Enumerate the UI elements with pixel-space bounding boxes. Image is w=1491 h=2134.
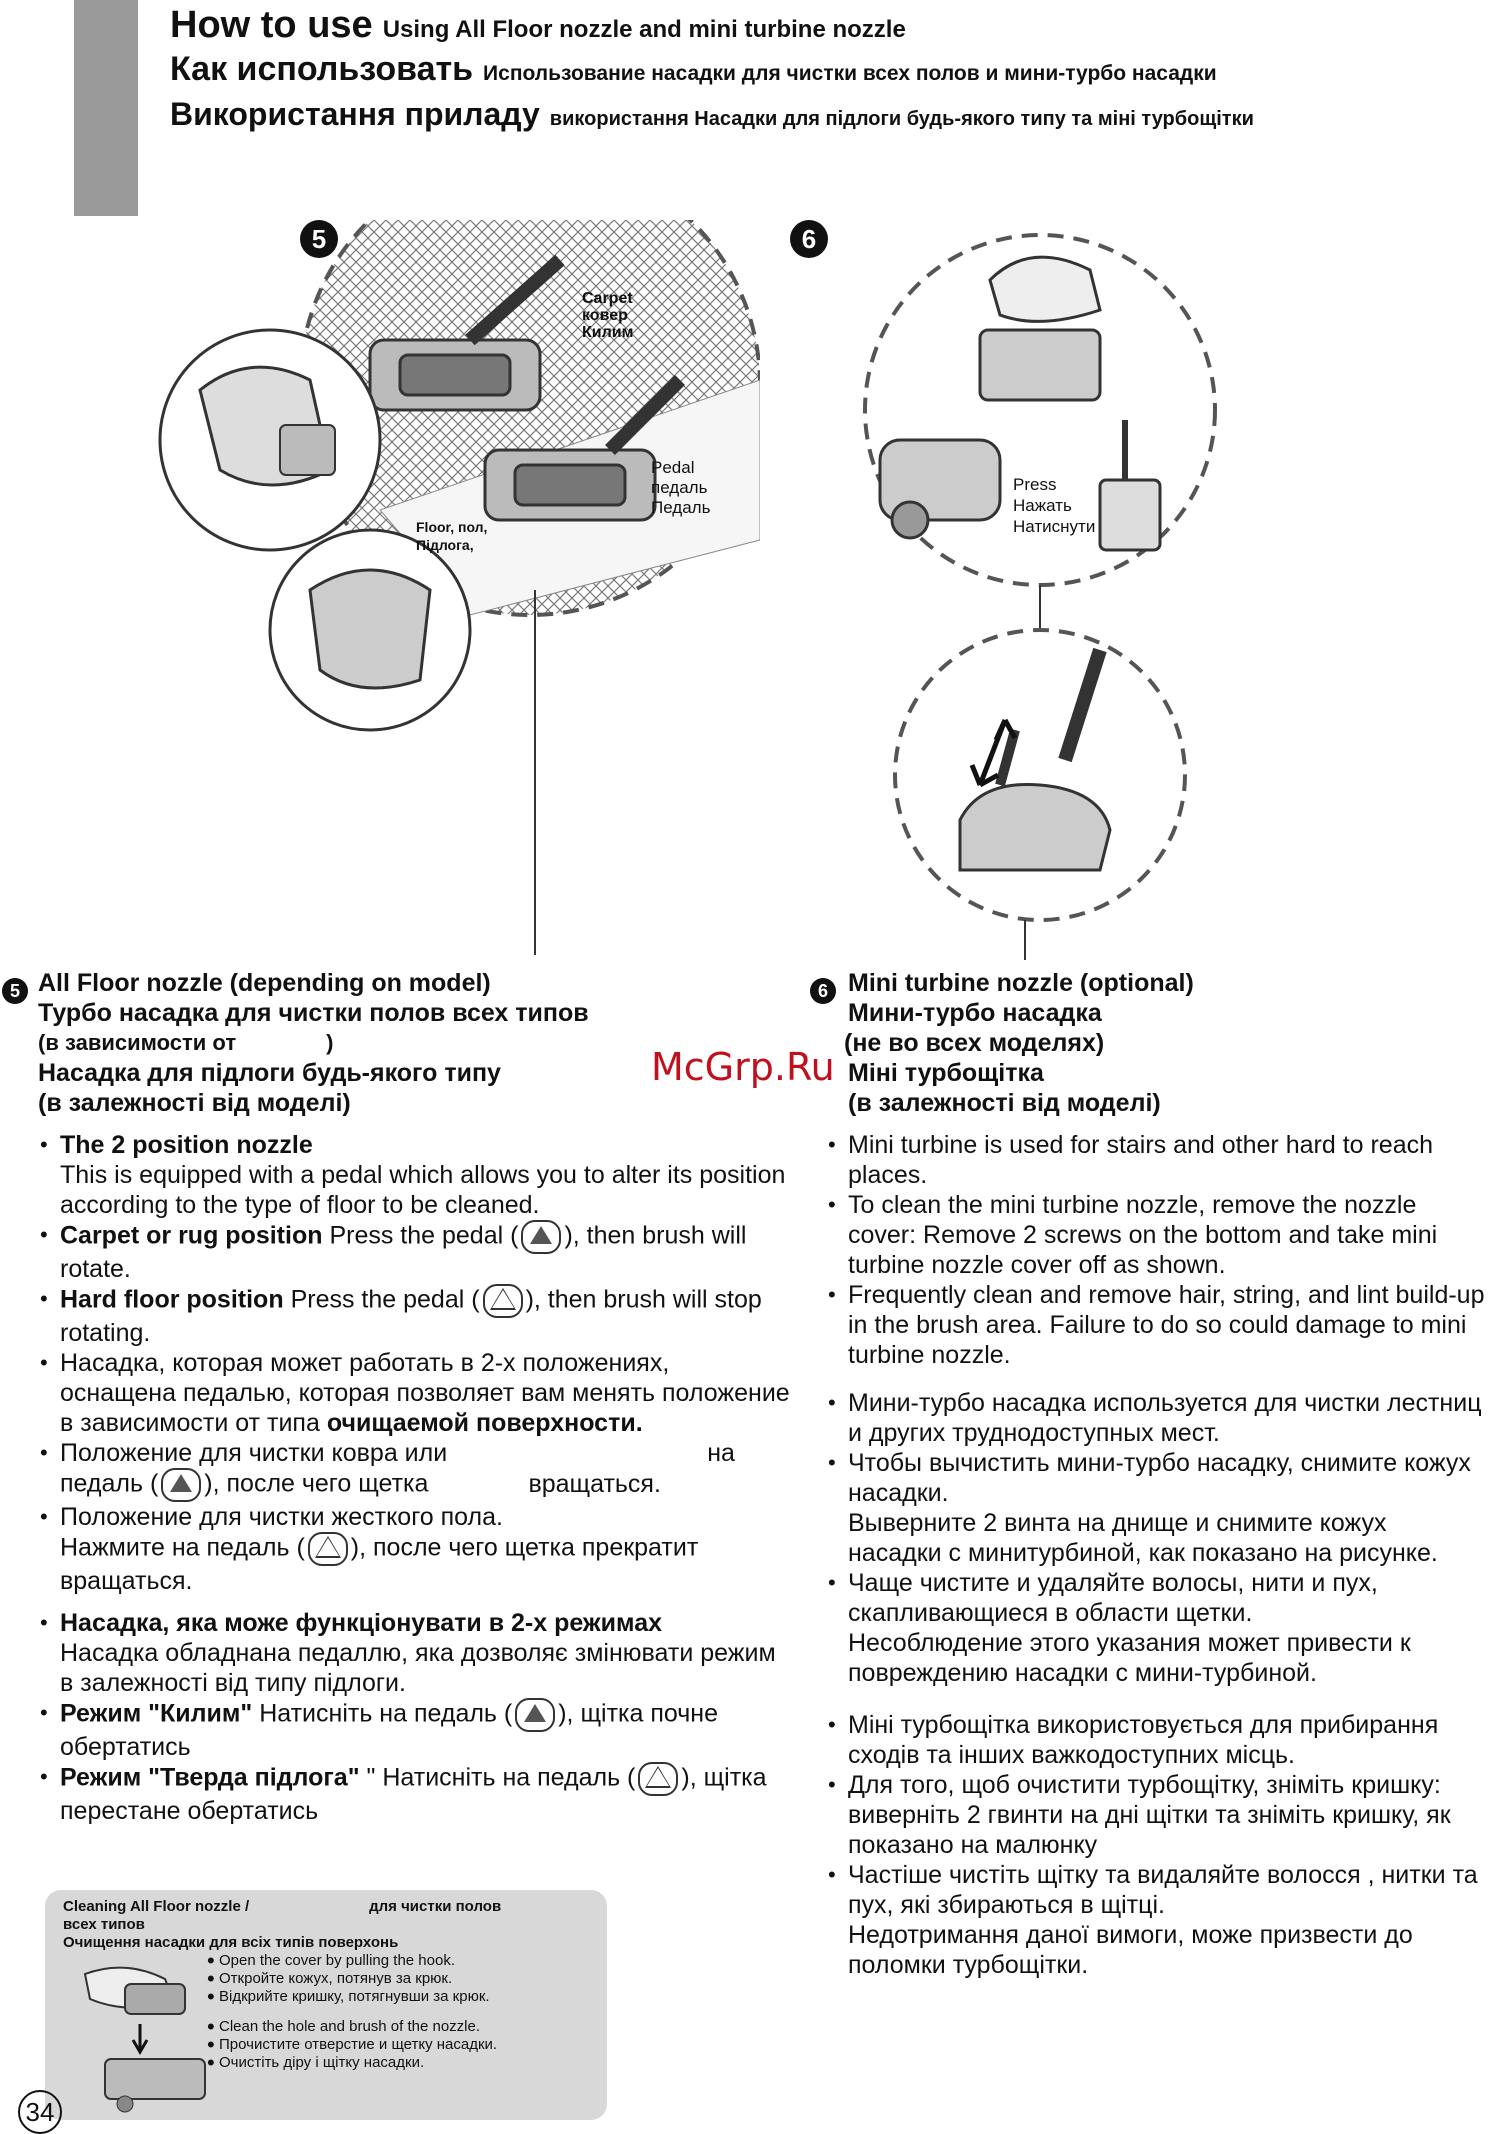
list-item: • The 2 position nozzle This is equipped with a pedal which allows you to alter its position according to the type of floor to be cleaned. (38, 1130, 790, 1220)
page-number: 34 (18, 2090, 62, 2134)
list-item: • Міні турбощітка використовується для прибирання сходів та інших важкодоступних місць. (826, 1710, 1486, 1770)
right-section-badge: 6 (810, 978, 836, 1004)
step-6-badge: 6 (790, 220, 828, 258)
list-item: • Frequently clean and remove hair, string, and lint build-up in the brush area. Failure to do so could damage to mini turbine nozzle. (826, 1280, 1486, 1370)
list-item: • Насадка, которая может работать в 2-х положениях, оснащена педалью, которая позволяет вам менять положение в зависимости от типа очищаемой поверхности. (38, 1348, 790, 1438)
watermark: McGrp.Ru (651, 1045, 835, 1089)
list-item: • Hard floor position Press the pedal ( ), then brush will stop rotating. (38, 1284, 790, 1348)
right-heading-en: Mini turbine nozzle (optional) (848, 969, 1194, 997)
press-label: Press Нажать Натиснути (1013, 475, 1096, 536)
list-item: • To clean the mini turbine nozzle, remove the nozzle cover: Remove 2 screws on the bottom and take mini turbine nozzle cover off as shown. (826, 1190, 1486, 1280)
right-heading-uk2: (в залежності від моделі) (848, 1089, 1161, 1117)
pedal-label: Pedal педаль Педаль (651, 458, 711, 517)
floor-label: Floor, пол, Підлога, (416, 519, 488, 553)
right-heading-ru2: (не во всех моделях) (844, 1029, 1105, 1057)
right-heading-uk: Міні турбощітка (848, 1059, 1044, 1087)
pedal-carpet-icon (515, 1698, 555, 1732)
cleaning-box-title: Cleaning All Floor nozzle / для чистки полов всех типов Очищення насадки для всіх типів поверхонь (63, 1898, 502, 1951)
list-item: • Чтобы вычистить мини-турбо насадку, снимите кожух насадки. Выверните 2 винта на днище и снимите кожух насадки с минитурбиной, как показано на рисунке. (826, 1448, 1486, 1568)
list-item: • Положение для чистки жесткого пола. Нажмите на педаль ( ), после чего щетка прекратит вращаться. (38, 1502, 790, 1596)
list-item: • Чаще чистите и удаляйте волосы, нити и пух, скапливающиеся в области щетки. Несоблюдение этого указания может привести к повреждению насадки с мини-турбиной. (826, 1568, 1486, 1688)
left-section-badge: 5 (2, 978, 28, 1004)
list-item: • Насадка, яка може функціонувати в 2-х режимах Насадка обладнана педаллю, яка дозволяє змінювати режим в залежності від типу підлоги. (38, 1608, 790, 1698)
title-en: How to use Using All Floor nozzle and mini turbine nozzle (170, 4, 906, 46)
carpet-label: Carpet ковер Килим (582, 290, 634, 341)
right-heading-ru: Мини-турбо насадка (848, 999, 1102, 1027)
left-column (38, 968, 790, 1826)
title-ru: Как использовать Использование насадки для чистки всех полов и мини-турбо насадки (170, 50, 1217, 88)
left-heading-ru: Турбо насадка для чистки полов всех типов (38, 999, 589, 1027)
left-heading-uk: Насадка для підлоги будь-якого типу (38, 1059, 501, 1087)
pedal-floor-icon (483, 1284, 523, 1318)
list-item: • Положение для чистки ковра или на педаль ( ), после чего щетка вращаться. (38, 1438, 790, 1502)
list-item: • Mini turbine is used for stairs and other hard to reach places. (826, 1130, 1486, 1190)
left-heading-ru2: (в зависимости от ) (38, 1030, 334, 1055)
pedal-carpet-icon (521, 1220, 561, 1254)
list-item: • Режим "Тверда підлога" " Натисніть на педаль ( ), щітка перестане обертатись (38, 1762, 790, 1826)
left-heading-en: All Floor nozzle (depending on model) (38, 969, 491, 997)
list-item: • Режим "Килим" Натисніть на педаль ( ), щітка почне обертатись (38, 1698, 790, 1762)
section-tab (74, 0, 138, 216)
nozzle-cleaning-illustration (65, 1954, 225, 2114)
pedal-floor-icon (638, 1762, 678, 1796)
right-column (826, 968, 1486, 1980)
all-floor-nozzle-illustration (140, 220, 760, 960)
list-item: • Для того, щоб очистити турбощітку, зніміть кришку: виверніть 2 гвинти на дні щітки та зніміть кришку, як показано на малюнку (826, 1770, 1486, 1860)
left-heading-uk2: (в залежності від моделі) (38, 1089, 351, 1117)
step-5-badge: 5 (300, 220, 338, 258)
pedal-carpet-icon (161, 1468, 201, 1502)
list-item: • Мини-турбо насадка используется для чистки лестниц и других труднодоступных мест. (826, 1388, 1486, 1448)
mini-turbine-illustration (840, 220, 1340, 960)
clean-hole-steps: • Clean the hole and brush of the nozzle. • Прочистите отверстие и щетку насадки. • Очистіть діру і щітку насадки. (205, 2018, 497, 2072)
list-item: • Частіше чистіть щітку та видаляйте волосся , нитки та пух, які збираються в щітці. Недотримання даної вимоги, може призвести до поломки турбощітки. (826, 1860, 1486, 1980)
cleaning-instructions-box (45, 1890, 607, 2120)
open-cover-steps: • Open the cover by pulling the hook. • Откройте кожух, потянув за крюк. • Відкрийте кришку, потягнувши за крюк. (205, 1952, 490, 2006)
title-uk: Використання приладу використання Насадки для підлоги будь-якого типу та міні турбощітки (170, 96, 1254, 132)
list-item: • Carpet or rug position Press the pedal ( ), then brush will rotate. (38, 1220, 790, 1284)
pedal-floor-icon (308, 1532, 348, 1566)
